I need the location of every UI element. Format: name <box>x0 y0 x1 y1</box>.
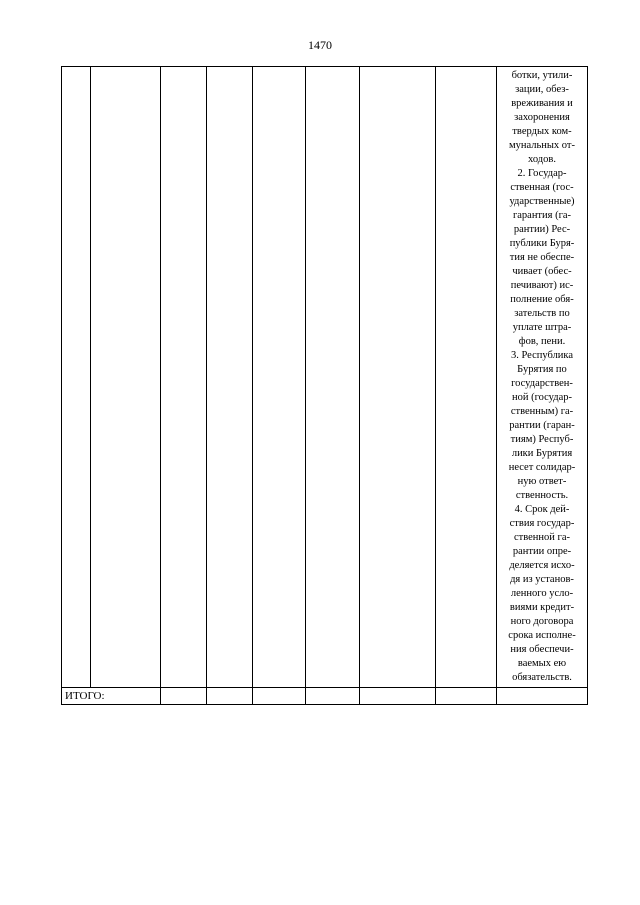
condition-text-line: ствия государ- <box>509 518 575 529</box>
condition-text-line: рантии (гаран- <box>509 420 575 431</box>
condition-text-line: дя из установ- <box>510 574 574 585</box>
condition-text-line: ной (государ- <box>511 392 573 403</box>
condition-text-line: тия не обеспе- <box>509 252 575 263</box>
total-cell-5 <box>253 688 306 705</box>
condition-text-line: лики Бурятия <box>511 448 573 459</box>
condition-text-line: несет солидар- <box>508 462 576 473</box>
total-cell-6 <box>306 688 360 705</box>
table-cell-1 <box>62 67 91 688</box>
condition-text-line: публики Буря- <box>509 238 575 249</box>
condition-text-line: ходов. <box>528 154 556 165</box>
condition-text-line: мунальных от- <box>508 140 576 151</box>
table-cell-3 <box>161 67 207 688</box>
condition-text-line: 4. Срок дей- <box>514 504 570 515</box>
condition-text-line: чивает (обес- <box>512 266 572 277</box>
condition-text-line: ленного усло- <box>510 588 574 599</box>
condition-text-line: зательств по <box>514 308 570 319</box>
table-cell-8 <box>436 67 497 688</box>
condition-text-line: твердых ком- <box>512 126 572 137</box>
total-cell-8 <box>436 688 497 705</box>
condition-text-line: ного договора <box>510 616 574 627</box>
total-label: ИТОГО: <box>62 688 161 705</box>
condition-text-line: захоронения <box>514 112 570 123</box>
condition-text-line: 3. Республика <box>510 350 574 361</box>
condition-text-line: ственность. <box>515 490 569 501</box>
condition-text-line: ния обеспечи- <box>510 644 574 655</box>
condition-text-line: обязательств. <box>512 672 572 683</box>
condition-text-line: виями кредит- <box>509 602 575 613</box>
table-row <box>62 67 588 688</box>
condition-text-line: государствен- <box>511 378 573 389</box>
condition-text-line: ваемых ею <box>517 658 567 669</box>
condition-text-line: гарантия (га- <box>512 210 572 221</box>
condition-text-line: ственной га- <box>513 532 570 543</box>
table-cell-7 <box>360 67 436 688</box>
table-cell-5 <box>253 67 306 688</box>
condition-text-line: рантии) Рес- <box>513 224 571 235</box>
total-cell-4 <box>207 688 253 705</box>
guarantee-table <box>61 66 588 705</box>
page-number: 1470 <box>308 38 332 52</box>
guarantee-conditions-cell <box>497 67 588 688</box>
condition-text-line: Бурятия по <box>517 364 567 375</box>
condition-text-line: уплате штра- <box>512 322 572 333</box>
condition-text-line: тиям) Респуб- <box>510 434 574 445</box>
total-row <box>62 688 588 705</box>
condition-text-line: ственная (гос- <box>510 182 574 193</box>
condition-text-line: рантии опре- <box>512 546 572 557</box>
condition-text-line: вреживания и <box>511 98 573 109</box>
condition-text-line: срока исполне- <box>508 630 576 641</box>
condition-text-line: ударственные) <box>509 196 575 207</box>
total-cell-7 <box>360 688 436 705</box>
condition-text-line: ную ответ- <box>517 476 567 487</box>
condition-text-line: полнение обя- <box>510 294 574 305</box>
condition-text-line: деляется исхо- <box>509 560 575 571</box>
table-cell-6 <box>306 67 360 688</box>
condition-text-line: ботки, утили- <box>511 70 573 81</box>
condition-text-line: 2. Государ- <box>517 168 567 179</box>
condition-text-line: фов, пени. <box>518 336 566 347</box>
condition-text-line: печивают) ис- <box>510 280 574 291</box>
table-cell-4 <box>207 67 253 688</box>
table-cell-2 <box>91 67 161 688</box>
total-cell-9 <box>497 688 588 705</box>
condition-text-line: зации, обез- <box>515 84 569 95</box>
condition-text-line: ственным) га- <box>510 406 574 417</box>
total-cell-3 <box>161 688 207 705</box>
